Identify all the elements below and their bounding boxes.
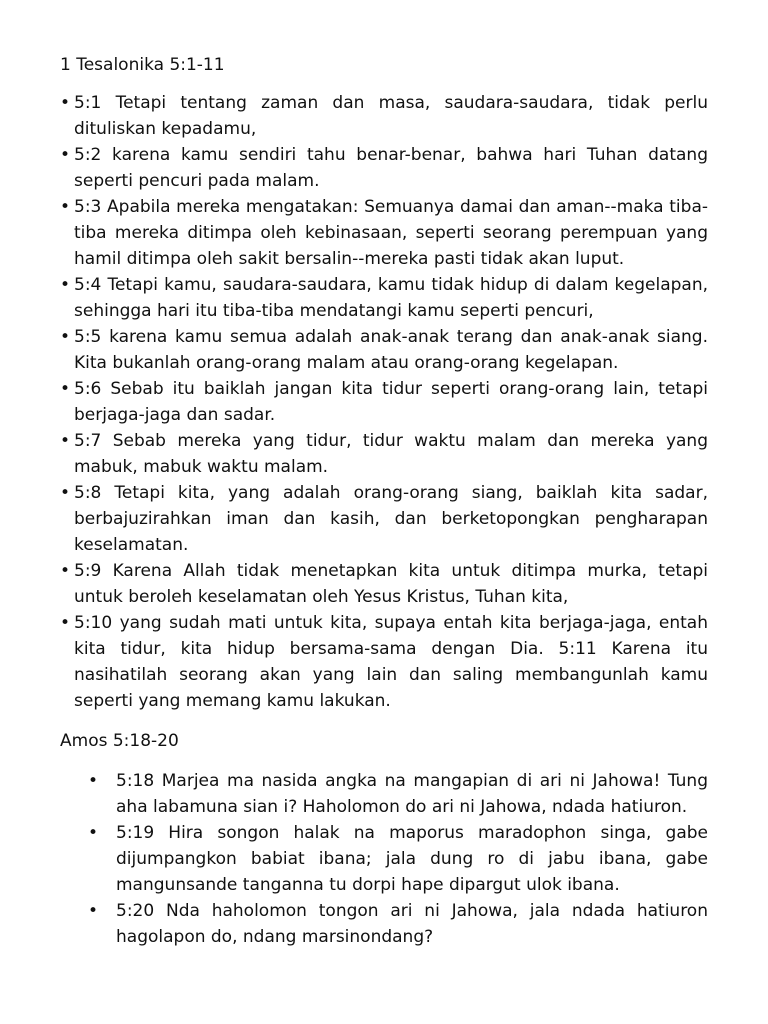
verse-item: • 5:18 Marjea ma nasida angka na mangapian di ari ni Jahowa! Tung aha labamuna sian i? Haholomon do ari ni Jahowa, ndada hatiuron.: [88, 768, 708, 820]
verse-item: • 5:8 Tetapi kita, yang adalah orang-orang siang, baiklah kita sadar, berbajuzirahkan iman dan kasih, dan berketopongkan pengharapan keselamatan.: [60, 480, 708, 558]
verse-item: • 5:3 Apabila mereka mengatakan: Semuanya damai dan aman--maka tiba-tiba mereka ditimpa oleh kebinasaan, seperti seorang perempuan yang hamil ditimpa oleh sakit bersalin--mereka pasti tidak akan luput.: [60, 194, 708, 272]
verse-item: • 5:4 Tetapi kamu, saudara-saudara, kamu tidak hidup di dalam kegelapan, sehingga hari itu tiba-tiba mendatangi kamu seperti pencuri,: [60, 272, 708, 324]
verse-item: • 5:2 karena kamu sendiri tahu benar-benar, bahwa hari Tuhan datang seperti pencuri pada malam.: [60, 142, 708, 194]
verse-item: • 5:20 Nda haholomon tongon ari ni Jahowa, jala ndada hatiuron hagolapon do, ndang marsinondang?: [88, 898, 708, 950]
verse-item: • 5:1 Tetapi tentang zaman dan masa, saudara-saudara, tidak perlu dituliskan kepadamu,: [60, 90, 708, 142]
section-title-amos: Amos 5:18-20: [60, 731, 179, 751]
verse-item: • 5:5 karena kamu semua adalah anak-anak terang dan anak-anak siang. Kita bukanlah orang-orang malam atau orang-orang kegelapan.: [60, 324, 708, 376]
verse-item: • 5:19 Hira songon halak na maporus maradophon singa, gabe dijumpangkon babiat ibana; jala dung ro di jabu ibana, gabe mangunsande tanganna tu dorpi hape dipargut ulok ibana.: [88, 820, 708, 898]
verse-item: • 5:6 Sebab itu baiklah jangan kita tidur seperti orang-orang lain, tetapi berjaga-jaga dan sadar.: [60, 376, 708, 428]
document-page: [60, 52, 708, 950]
verse-item: • 5:7 Sebab mereka yang tidur, tidur waktu malam dan mereka yang mabuk, mabuk waktu malam.: [60, 428, 708, 480]
section-title-1-tesalonika: 1 Tesalonika 5:1-11: [60, 55, 225, 75]
verse-list-amos: [88, 768, 708, 950]
verse-list-tesalonika: [60, 90, 708, 714]
verse-item: • 5:10 yang sudah mati untuk kita, supaya entah kita berjaga-jaga, entah kita tidur, kita hidup bersama-sama dengan Dia. 5:11 Karena itu nasihatilah seorang akan yang lain dan saling membangunlah kamu seperti yang memang kamu lakukan.: [60, 610, 708, 714]
verse-item: • 5:9 Karena Allah tidak menetapkan kita untuk ditimpa murka, tetapi untuk beroleh keselamatan oleh Yesus Kristus, Tuhan kita,: [60, 558, 708, 610]
